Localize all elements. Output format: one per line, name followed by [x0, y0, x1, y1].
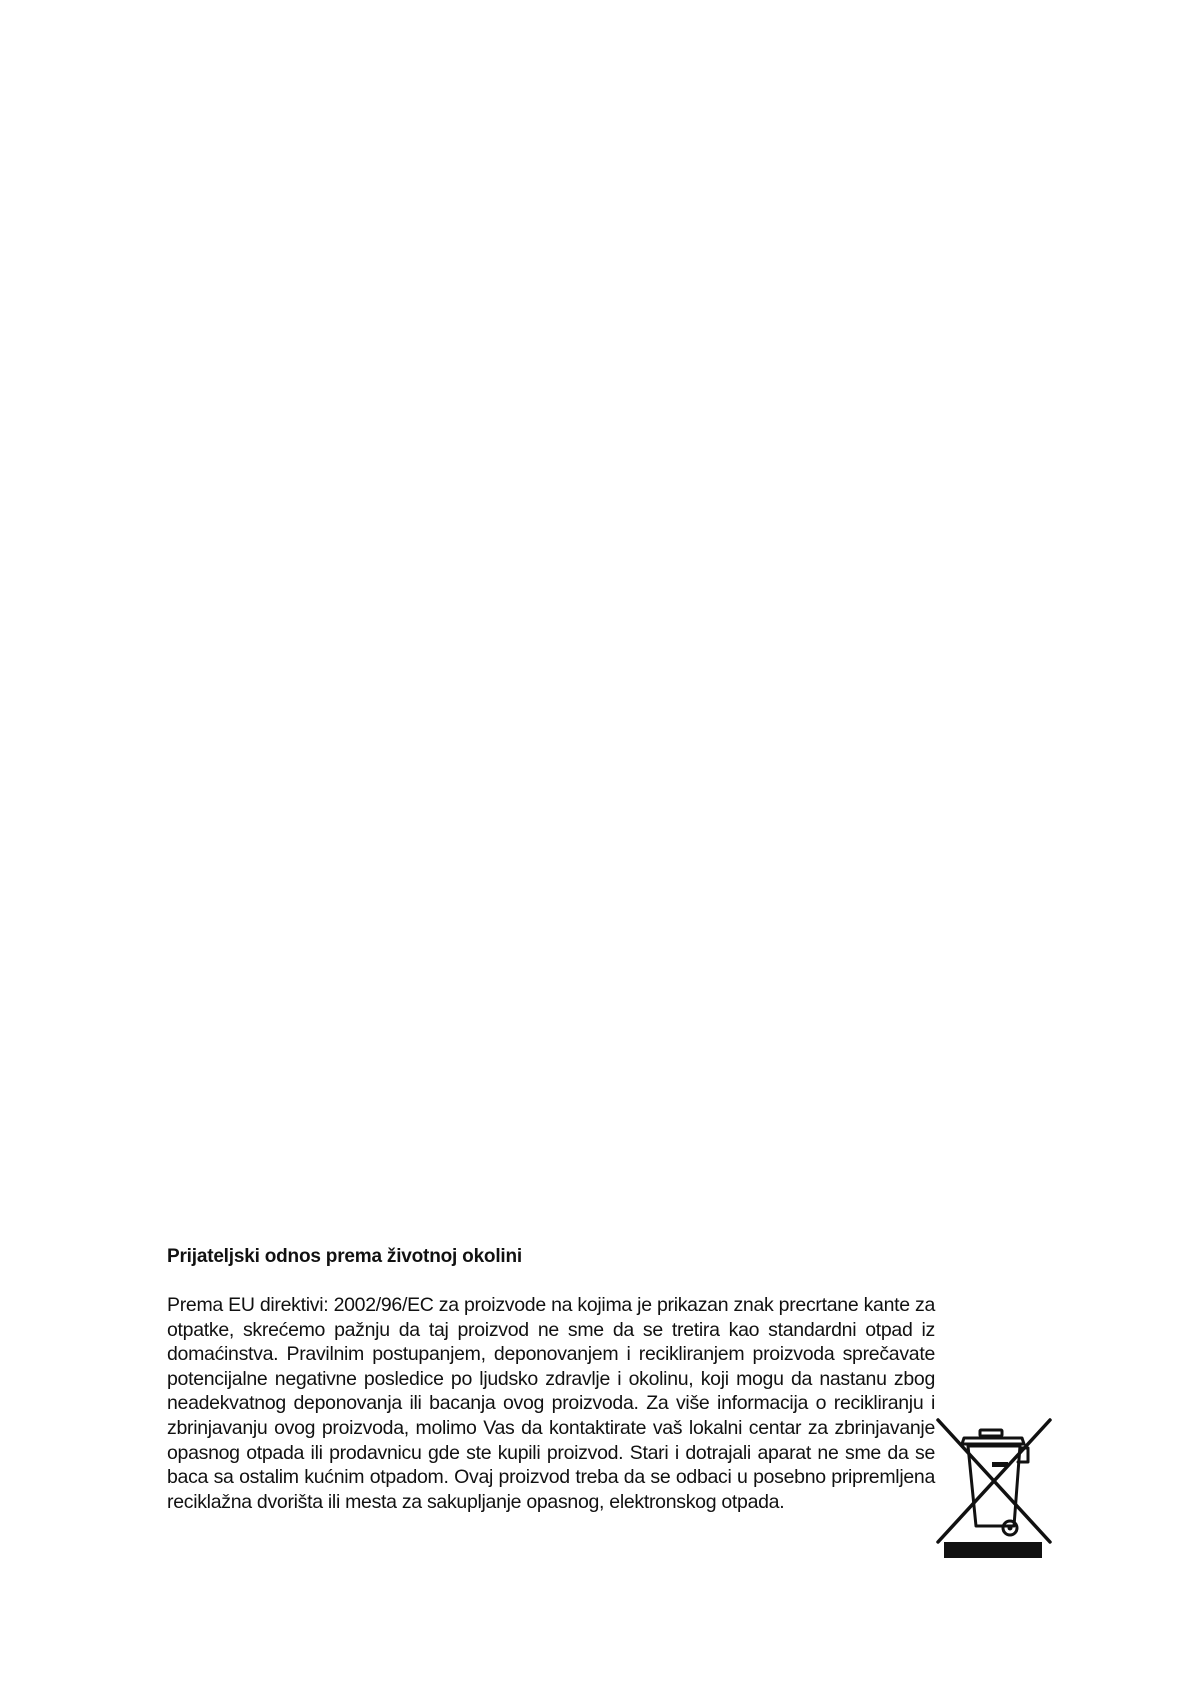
notice-body: Prema EU direktivi: 2002/96/EC za proizvode na kojima je prikazan znak precrtane kante za otpatke, skrećemo pažnju da taj proizvod ne sme da se tretira kao standardni otpad iz domaćinstva. Pravilnim postupanjem, deponovanjem i recikliranjem proizvoda sprečavate potencijalne negativne posledice po ljudsko zdravlje i okolinu, koji mogu da nastanu zbog neadekvatnog deponovanja ili bacanja ovog proizvoda. Za više informacija o recikliranju i zbrinjavanju ovog proizvoda, molimo Vas da kontaktirate vaš lokalni centar za zbrinjavanje opasnog otpada ili prodavnicu gde ste kupili proizvod. Stari i dotrajali aparat ne sme da se baca sa ostalim kućnim otpadom. Ovaj proizvod treba da se odbaci u posebno pripremljena reciklažna dvorišta ili mesta za sakupljanje opasnog, elektronskog otpada.	[167, 1294, 935, 1513]
crossed-out-wheelie-bin-icon	[936, 1418, 1052, 1558]
notice-title: Prijateljski odnos prema životnoj okolini	[167, 1246, 522, 1267]
environment-notice	[167, 1245, 935, 1514]
